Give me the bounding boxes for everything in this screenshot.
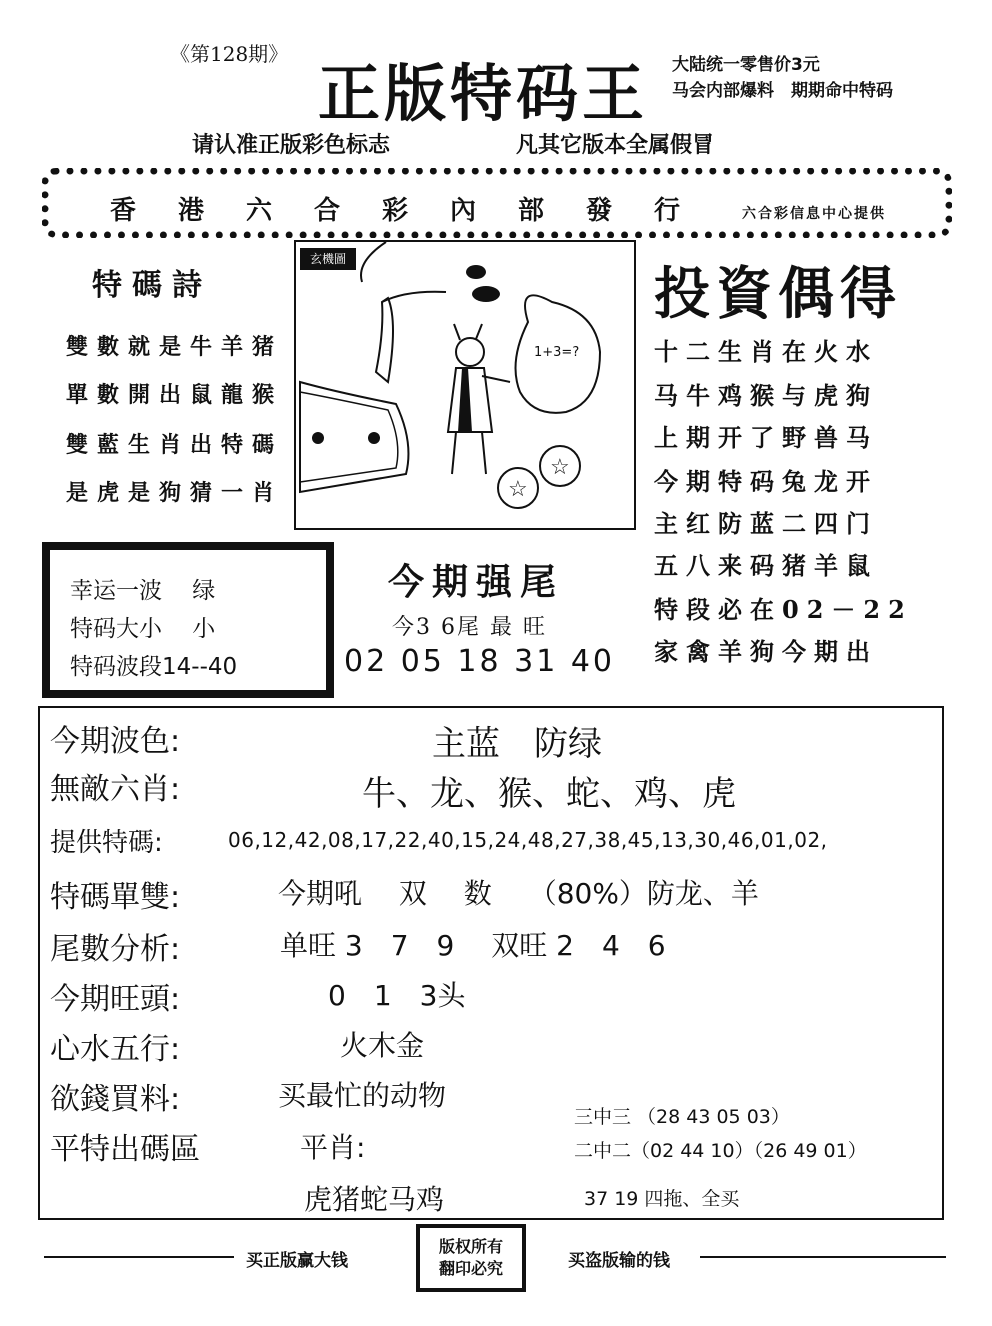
copyright-box <box>416 1224 526 1292</box>
tail-analysis-value: 单旺 3 7 9 双旺 2 4 6 <box>280 929 666 962</box>
tail-analysis-label: 尾數分析: <box>50 932 181 967</box>
copyright-line-2: 翻印必究 <box>438 1259 503 1278</box>
issue-number: 《第128期》 <box>170 42 289 66</box>
ping-value: 虎猪蛇马鸡 <box>304 1183 445 1216</box>
banner-text: 香港六合彩內部發行 <box>110 196 723 226</box>
strong-tail-sub: 今3 6尾 最 旺 <box>392 615 547 640</box>
ping-mid: 平肖: <box>300 1131 366 1164</box>
illustration-drawing <box>296 242 634 528</box>
color-value: 主蓝 防绿 <box>432 724 602 764</box>
poem-line: 是虎是狗猜一肖 <box>66 480 284 506</box>
strong-tail-numbers: 02 05 18 31 40 <box>344 644 616 679</box>
head-label: 今期旺頭: <box>50 982 181 1017</box>
invest-line: 五八来码猪羊鼠 <box>654 551 878 580</box>
special-code-label: 提供特碼: <box>50 828 163 858</box>
invest-line: 特段必在02－22 <box>654 595 913 624</box>
invest-line: 十二生肖在火水 <box>654 337 878 366</box>
svg-text:☆: ☆ <box>550 455 570 480</box>
footer-right-text: 买盗版输的钱 <box>568 1251 670 1271</box>
paper-title: 正版特码王 <box>318 57 649 130</box>
buy-label: 欲錢買料: <box>50 1082 181 1117</box>
luck-line: 幸运一波 绿 <box>70 578 216 604</box>
authentic-notice: 请认准正版彩色标志 <box>192 133 391 158</box>
invest-line: 主红防蓝二四门 <box>654 509 878 538</box>
footer-divider-left <box>44 1256 234 1258</box>
insider-text: 马会内部爆料 期期命中特码 <box>672 81 893 101</box>
copyright-line-1: 版权所有 <box>438 1237 503 1256</box>
odd-even-label: 特碼單雙: <box>50 880 181 915</box>
price-text: 大陆统一零售价3元 <box>672 55 820 75</box>
board-text: 1+3=? <box>534 345 580 360</box>
illustration-tag: 玄機圖 <box>300 248 356 270</box>
poem-line: 雙數就是牛羊猪 <box>66 334 284 360</box>
six-zodiac-label: 無敵六肖: <box>50 772 181 807</box>
strong-tail-title: 今期强尾 <box>388 561 565 603</box>
invest-line: 家禽羊狗今期出 <box>654 637 878 666</box>
invest-line: 上期开了野兽马 <box>654 423 878 452</box>
odd-even-value: 今期吼 双 数 （80%）防龙、羊 <box>278 877 759 910</box>
poem-line: 雙藍生肖出特碼 <box>66 432 284 458</box>
footer-divider-right <box>700 1256 946 1258</box>
two-of-two: 二中二（02 44 10）（26 49 01） <box>574 1140 867 1162</box>
invest-title: 投資偶得 <box>654 262 902 327</box>
luck-line: 特码波段14--40 <box>70 654 238 680</box>
luck-line: 特码大小 小 <box>70 616 216 642</box>
five-elements-label: 心水五行: <box>50 1032 181 1067</box>
svg-text:☆: ☆ <box>508 477 528 502</box>
head-value: 0 1 3头 <box>328 979 466 1012</box>
counterfeit-notice: 凡其它版本全属假冒 <box>516 133 715 158</box>
color-label: 今期波色: <box>50 724 181 759</box>
six-zodiac-value: 牛、龙、猴、蛇、鸡、虎 <box>362 774 736 814</box>
poem-line: 單數開出鼠龍猴 <box>66 382 284 408</box>
ping-label: 平特出碼區 <box>50 1132 200 1167</box>
full-buy: 37 19 四拖、全买 <box>584 1188 740 1210</box>
special-code-value: 06,12,42,08,17,22,40,15,24,48,27,38,45,13,30,46,01,02, <box>228 828 828 852</box>
poem-title: 特碼詩 <box>92 268 212 303</box>
banner-subtext: 六合彩信息中心提供 <box>742 206 886 222</box>
buy-value: 买最忙的动物 <box>278 1079 447 1112</box>
invest-line: 马牛鸡猴与虎狗 <box>654 381 878 410</box>
five-elements-value: 火木金 <box>340 1029 425 1062</box>
footer-left-text: 买正版赢大钱 <box>246 1251 348 1271</box>
three-of-three: 三中三 （28 43 05 03） <box>574 1106 790 1128</box>
invest-line: 今期特码兔龙开 <box>654 467 878 496</box>
riddle-illustration <box>294 240 636 530</box>
